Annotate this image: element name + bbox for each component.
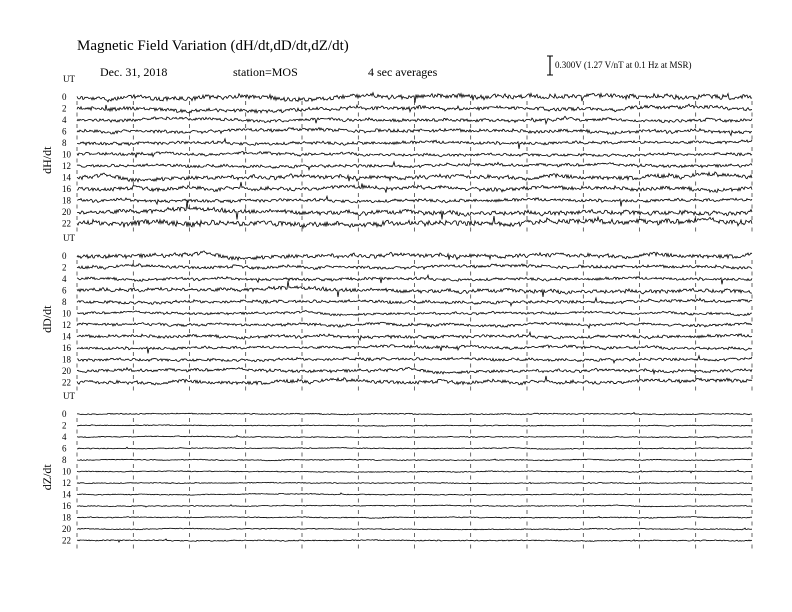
- row-label: 10: [62, 466, 71, 477]
- trace-line: [77, 482, 752, 484]
- trace-line: [77, 128, 752, 136]
- panel-ylabel: dH/dt: [40, 146, 54, 174]
- row-label: 14: [62, 172, 71, 183]
- row-label: 6: [62, 126, 67, 137]
- row-label: 4: [62, 115, 67, 125]
- chart-title: Magnetic Field Variation (dH/dt,dD/dt,dZ/dt): [77, 38, 349, 54]
- trace-line: [77, 356, 752, 363]
- row-label: 22: [62, 535, 71, 546]
- trace-line: [77, 470, 752, 473]
- date-label: Dec. 31, 2018: [100, 65, 168, 79]
- trace-line: [77, 298, 752, 306]
- row-label: 6: [62, 443, 67, 454]
- axis-title-ut: UT: [63, 233, 75, 243]
- row-label: 18: [62, 512, 71, 523]
- averaging-label: 4 sec averages: [368, 65, 438, 79]
- row-label: 20: [62, 524, 71, 534]
- trace-line: [77, 413, 752, 415]
- trace-line: [77, 332, 752, 340]
- row-label: 2: [62, 262, 67, 273]
- axis-title-ut: UT: [63, 74, 75, 84]
- row-label: 16: [62, 184, 71, 194]
- row-label: 22: [62, 218, 71, 229]
- row-label: 16: [62, 501, 71, 511]
- trace-line: [77, 493, 752, 495]
- row-label: 8: [62, 297, 67, 307]
- trace-line: [77, 251, 752, 260]
- axis-title-ut: UT: [63, 391, 75, 401]
- row-label: 20: [62, 366, 71, 376]
- row-label: 10: [62, 149, 71, 160]
- row-label: 2: [62, 420, 67, 431]
- trace-line: [77, 116, 752, 123]
- row-label: 4: [62, 274, 67, 284]
- trace-line: [77, 275, 752, 284]
- row-label: 14: [62, 331, 71, 342]
- trace-line: [77, 459, 752, 461]
- row-label: 0: [62, 251, 67, 261]
- row-label: 8: [62, 455, 67, 465]
- scale-bar-label: 0.300V (1.27 V/nT at 0.1 Hz at MSR): [555, 60, 692, 70]
- trace-line: [77, 311, 752, 316]
- trace-line: [77, 539, 752, 542]
- trace-line: [77, 447, 752, 449]
- row-label: 8: [62, 138, 67, 148]
- row-label: 12: [62, 320, 71, 330]
- row-label: 12: [62, 478, 71, 488]
- row-label: 2: [62, 103, 67, 114]
- panel-ylabel: dZ/dt: [40, 464, 54, 491]
- trace-line: [77, 528, 752, 530]
- station-label: station=MOS: [233, 65, 298, 79]
- trace-line: [77, 162, 752, 170]
- row-label: 12: [62, 161, 71, 171]
- trace-line: [77, 264, 752, 270]
- row-label: 16: [62, 343, 71, 353]
- trace-line: [77, 104, 752, 113]
- row-label: 18: [62, 354, 71, 365]
- row-label: 0: [62, 92, 67, 102]
- trace-line: [77, 517, 752, 519]
- row-label: 6: [62, 285, 67, 296]
- row-label: 4: [62, 432, 67, 442]
- row-label: 22: [62, 377, 71, 388]
- trace-line: [77, 322, 752, 328]
- row-label: 18: [62, 195, 71, 206]
- trace-line: [77, 435, 752, 438]
- trace-line: [77, 425, 752, 427]
- panel-ylabel: dD/dt: [40, 305, 54, 333]
- row-label: 0: [62, 409, 67, 419]
- trace-line: [77, 152, 752, 158]
- trace-line: [77, 93, 752, 103]
- row-label: 20: [62, 207, 71, 217]
- trace-line: [77, 367, 752, 374]
- row-label: 10: [62, 308, 71, 319]
- trace-line: [77, 505, 752, 507]
- row-label: 14: [62, 489, 71, 500]
